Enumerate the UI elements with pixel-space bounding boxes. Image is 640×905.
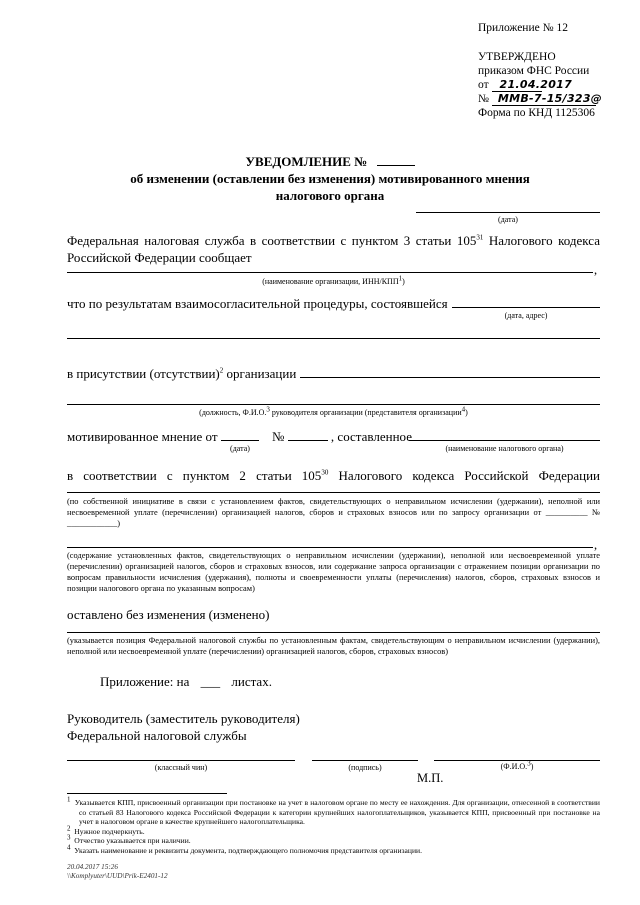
print-stamp <box>67 863 168 881</box>
facts-comma: , <box>594 538 598 552</box>
attachment-row <box>100 673 272 690</box>
opinion-date-blank <box>221 429 259 441</box>
head-caption-end: ) <box>465 408 468 417</box>
order-number-underline <box>492 105 596 106</box>
presence-paragraph <box>67 365 296 382</box>
footnote-3 <box>67 833 600 846</box>
head-line <box>67 404 600 405</box>
intro-text: Федеральная налоговая служба в соответствии с пунктом 3 статьи 105 <box>67 233 477 248</box>
position-caption: (указывается позиция Федеральной налоговой службы по установленным фактам, свидетельствующим о неправильном исчислении (удержании), неполной или несвоевременной уплате (перечислении) организацией налогов, сборов, страховых взносов) <box>67 636 600 656</box>
footnote-2-marker: 2 <box>67 824 71 833</box>
order-date-handwritten: 21.04.2017 <box>499 78 573 91</box>
rank-line <box>67 760 295 761</box>
order-number-handwritten: ММВ-7-15/323@ <box>497 92 603 105</box>
opinion-number-label: № <box>272 429 285 444</box>
org-caption-sup: 1 <box>398 274 403 283</box>
accordance-text: в соответствии с пунктом 2 статьи 105 <box>67 468 322 483</box>
notice-number-blank <box>377 154 415 166</box>
presence-line <box>300 377 600 378</box>
opinion-row <box>67 428 412 445</box>
presence-sup: 2 <box>219 366 224 375</box>
order-number-row <box>478 92 602 106</box>
opinion-made-text: , составленное <box>330 429 412 444</box>
footnote-4-text: Указать наименование и реквизиты документа, подтверждающего полномочия представителя организации. <box>74 845 423 855</box>
head-caption-sup: 3 <box>266 405 270 414</box>
facts-caption: (содержание установленных фактов, свидетельствующих о неправильном исчислении (удержании), неполной или несвоевременной уплате (перечислении) организацией налогов, сборов и страховых взносов, или содержание запроса организации с отражением позиции организации по вопросам правильности исчисления (удержания), полноты и своевременности уплаты (перечисления) налогов, сборов, страховых взносов и позиции налогового органа по указанным вопросам) <box>67 551 600 593</box>
sign-line <box>312 760 418 761</box>
order-label: приказом ФНС России <box>478 65 590 77</box>
accordance-text-2: Налогового кодекса Российской Федерации <box>328 468 600 483</box>
presence-text-2: организации <box>223 366 297 381</box>
stamp-place: М.П. <box>417 771 444 785</box>
initiative-caption: (по собственной инициативе в связи с установлением фактов, свидетельствующих о неправильном исчислении (удержании), неполной или несвоевременной уплате (перечислении) организацией налогов, сборов и страховых взносов или по запросу организации от __________ № ____________) <box>67 497 600 528</box>
footnote-1-marker: 1 <box>67 795 71 804</box>
accordance-sup: 30 <box>321 468 329 477</box>
signature-title-line-1: Руководитель (заместитель руководителя) <box>67 711 300 726</box>
opinion-from-text: мотивированное мнение от <box>67 429 218 444</box>
footnote-4-marker: 4 <box>67 843 71 852</box>
title-line-1 <box>60 153 600 170</box>
procedure-date-line <box>452 307 600 308</box>
position-line <box>67 632 600 633</box>
signature-title-line-2: Федеральной налоговой службы <box>67 728 247 743</box>
signature-title <box>67 710 300 744</box>
fio-caption-text: (Ф.И.О. <box>500 762 528 771</box>
org-line-comma: , <box>594 263 598 277</box>
facts-line <box>67 547 593 548</box>
print-stamp-date: 20.04.2017 15:26 <box>67 863 118 871</box>
opinion-org-caption: (наименование налогового органа) <box>445 444 564 453</box>
order-date-label: от <box>478 79 489 91</box>
footnote-1-text: Указывается КПП, присвоенный организации при постановке на учет в налоговом органе по месту ее нахождения. Для организации, отнесенной в соответствии со статьей 83 Налогового кодекса Российской Федерации к категории крупнейших налогоплательщиков, указывается КПП, присвоенный при постановке на учет в налоговом органе в качестве крупнейшего налогоплательщика. <box>74 798 600 827</box>
head-caption-text: (должность, Ф.И.О. <box>199 408 267 417</box>
footnote-2 <box>67 824 600 837</box>
attachment-label: Приложение: на <box>100 674 190 689</box>
appendix-number: Приложение № 12 <box>478 22 568 34</box>
document-title <box>60 153 600 204</box>
approval-block <box>478 50 602 120</box>
left-unchanged-text: оставлено без изменения (изменено) <box>67 607 270 622</box>
org-caption-text: (наименование организации, ИНН/КПП <box>262 277 399 286</box>
intro-paragraph <box>67 232 600 266</box>
date-line <box>416 212 600 213</box>
head-caption <box>67 405 600 418</box>
head-caption-sup-2: 4 <box>461 405 466 414</box>
intro-text-2: Налогового кодекса Российской Федерации сообщает <box>67 233 601 265</box>
title-line-3: налогового органа <box>275 188 385 203</box>
org-caption <box>67 274 600 287</box>
sign-caption: (подпись) <box>348 763 382 772</box>
procedure-line-2 <box>67 338 600 339</box>
head-caption-text-2: руководителя организации (представителя организации <box>269 408 462 417</box>
fio-caption <box>434 759 600 772</box>
org-caption-end: ) <box>402 277 405 286</box>
opinion-org-line <box>409 440 600 441</box>
opinion-date-caption: (дата) <box>230 444 250 453</box>
date-caption: (дата) <box>498 215 518 224</box>
attachment-sheets: листах. <box>231 674 272 689</box>
footnote-3-text: Отчество указывается при наличии. <box>74 836 191 846</box>
footnote-3-marker: 3 <box>67 833 71 842</box>
initiative-line <box>67 492 600 493</box>
form-code: Форма по КНД 1125306 <box>478 107 595 119</box>
accordance-paragraph <box>67 467 600 484</box>
fio-caption-sup: 3 <box>527 759 531 768</box>
procedure-text: что по результатам взаимосогласительной процедуры, состоявшейся <box>67 296 448 311</box>
print-stamp-path: \\Komplyuter\UUD\Prik-E2401-12 <box>67 872 168 880</box>
org-line <box>67 272 593 273</box>
opinion-number-blank <box>288 429 328 441</box>
presence-text: в присутствии (отсутствии) <box>67 366 220 381</box>
approved-label: УТВЕРЖДЕНО <box>478 51 556 63</box>
order-number-label: № <box>478 93 489 105</box>
intro-sup: 31 <box>476 233 484 242</box>
title-line-2: об изменении (оставлении без изменения) мотивированного мнения <box>130 171 530 186</box>
footnote-separator <box>67 793 227 794</box>
footnote-4 <box>67 843 600 856</box>
title-notice-number: УВЕДОМЛЕНИЕ № <box>245 154 368 169</box>
footnotes <box>67 795 600 856</box>
rank-caption: (классный чин) <box>154 763 208 772</box>
fio-caption-end: ) <box>530 762 534 771</box>
order-date-row <box>478 78 602 92</box>
attachment-blank: ___ <box>200 674 221 689</box>
footnote-1 <box>67 795 600 827</box>
procedure-caption: (дата, адрес) <box>504 311 548 320</box>
fio-line <box>434 760 600 761</box>
footnote-2-text: Нужное подчеркнуть. <box>74 826 145 836</box>
